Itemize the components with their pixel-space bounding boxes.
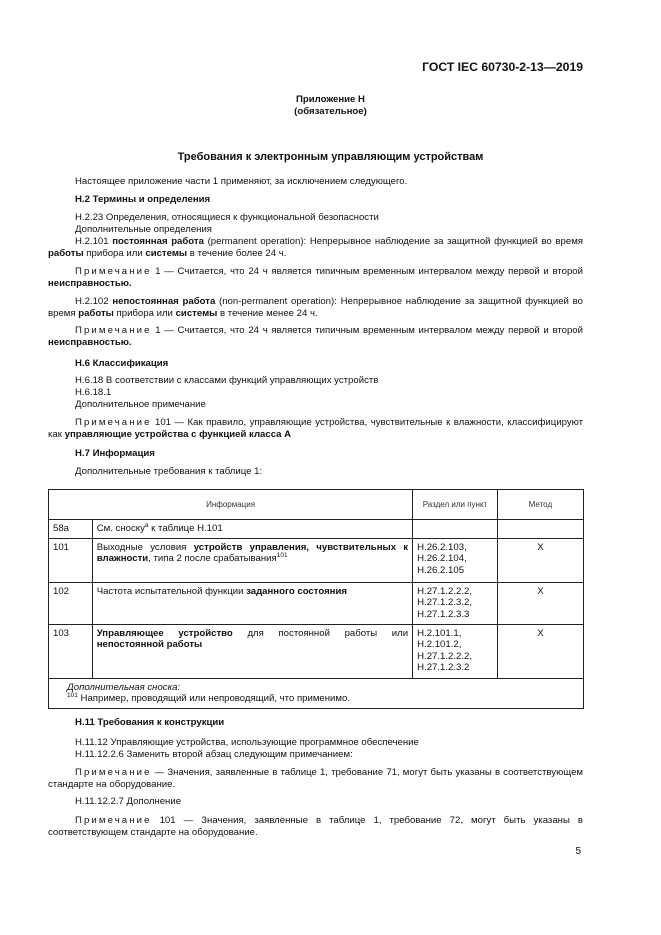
table-intro: Дополнительные требования к таблице 1: (75, 466, 263, 477)
clause-h11-12-2-6: Н.11.12.2.6 Заменить второй абзац следующим примечанием: (75, 749, 353, 760)
table-row (49, 624, 584, 678)
header-method: Метод (497, 490, 583, 520)
note-permanent-operation: Примечание 1 — Считается, что 24 ч является типичным временным интервалом между первой и второй неисправностью. (48, 266, 583, 290)
row-info: См. сноску$^а$ к таблице Н.101 (92, 520, 412, 539)
header-section: Раздел или пункт (413, 490, 498, 520)
table-row (49, 538, 584, 582)
clause-h6-18: Н.6.18 В соответствии с классами функций управляющих устройств (75, 375, 379, 386)
row-section: Н.27.1.2.2.2, Н.27.1.2.3.2, Н.27.1.2.3.3 (413, 582, 498, 624)
table-row (49, 582, 584, 624)
row-method: X (497, 582, 583, 624)
document-code: ГОСТ IEC 60730-2-13—2019 (422, 60, 583, 74)
definition-permanent-operation: Н.2.101 постоянная работа (permanent operation): Непрерывное наблюдение за защитной функцией во время работы прибора или системы в течение более 24 ч. (48, 236, 583, 260)
clause-h2-23: Н.2.23 Определения, относящиеся к функциональной безопасности (75, 212, 379, 223)
table-footnote-row (49, 678, 584, 708)
row-number: 58а (49, 520, 93, 539)
definition-non-permanent-operation: Н.2.102 непостоянная работа (non-permanent operation): Непрерывное наблюдение за защитной функцией во время работы прибора или системы в течение менее 24 ч. (48, 296, 583, 320)
intro-paragraph: Настоящее приложение части 1 применяют, за исключением следующего. (75, 176, 408, 187)
row-section (413, 520, 498, 539)
row-section: Н.2.101.1, Н.2.101.2, Н.27.1.2.2.2, Н.27.1.2.3.2 (413, 624, 498, 678)
additional-definitions: Дополнительные определения (75, 224, 213, 235)
requirements-table (48, 489, 584, 709)
row-number: 103 (49, 624, 93, 678)
clause-h6-18-1: Н.6.18.1 (75, 387, 112, 398)
section-h2-heading: Н.2 Термины и определения (75, 194, 211, 205)
note-requirement-72: Примечание 101 — Значения, заявленные в таблице 1, требование 72, могут быть указаны в соответствующем стандарте на оборудование. (48, 815, 583, 839)
row-method: X (497, 538, 583, 582)
main-title: Требования к электронным управляющим устройствам (177, 151, 484, 163)
annex-status: (обязательное) (294, 106, 367, 117)
note-non-permanent-operation: Примечание 1 — Считается, что 24 ч является типичным временным интервалом между первой и второй неисправностью. (48, 325, 583, 349)
row-number: 102 (49, 582, 93, 624)
additional-note: Дополнительное примечание (75, 399, 206, 410)
note-software: Примечание — Значения, заявленные в таблице 1, требование 71, могут быть указаны в соответствующем стандарте на оборудование. (48, 767, 583, 791)
header-information: Информация (49, 490, 413, 520)
clause-h11-12: Н.11.12 Управляющие устройства, использующие программное обеспечение (75, 737, 419, 748)
table-header-row (49, 490, 584, 520)
clause-h11-12-2-7: Н.11.12.2.7 Дополнение (75, 796, 182, 807)
table-row (49, 520, 584, 539)
row-info: Частота испытательной функции заданного состояния (92, 582, 412, 624)
section-h11-heading: Н.11 Требования к конструкции (75, 717, 225, 728)
row-number: 101 (49, 538, 93, 582)
row-method: X (497, 624, 583, 678)
note-humidity-classification: Примечание 101 — Как правило, управляющие устройства, чувствительные к влажности, классифицируют как управляющие устройства с функцией класса А (48, 417, 583, 441)
row-method (497, 520, 583, 539)
row-info: Управляющее устройство для постоянной работы или непостоянной работы (92, 624, 412, 678)
row-section: Н.26.2.103, Н.26.2.104, Н.26.2.105 (413, 538, 498, 582)
row-info: Выходные условия устройств управления, чувствительных к влажности, типа 2 после срабатывания$^{101}$ (92, 538, 412, 582)
section-h6-heading: Н.6 Классификация (75, 358, 169, 369)
table-footnote: Дополнительная сноска: $^{101}$ Например, проводящий или непроводящий, что применимо. (49, 678, 584, 708)
section-h7-heading: Н.7 Информация (75, 448, 155, 459)
annex-title: Приложение Н (296, 94, 365, 105)
page-number: 5 (575, 846, 581, 857)
